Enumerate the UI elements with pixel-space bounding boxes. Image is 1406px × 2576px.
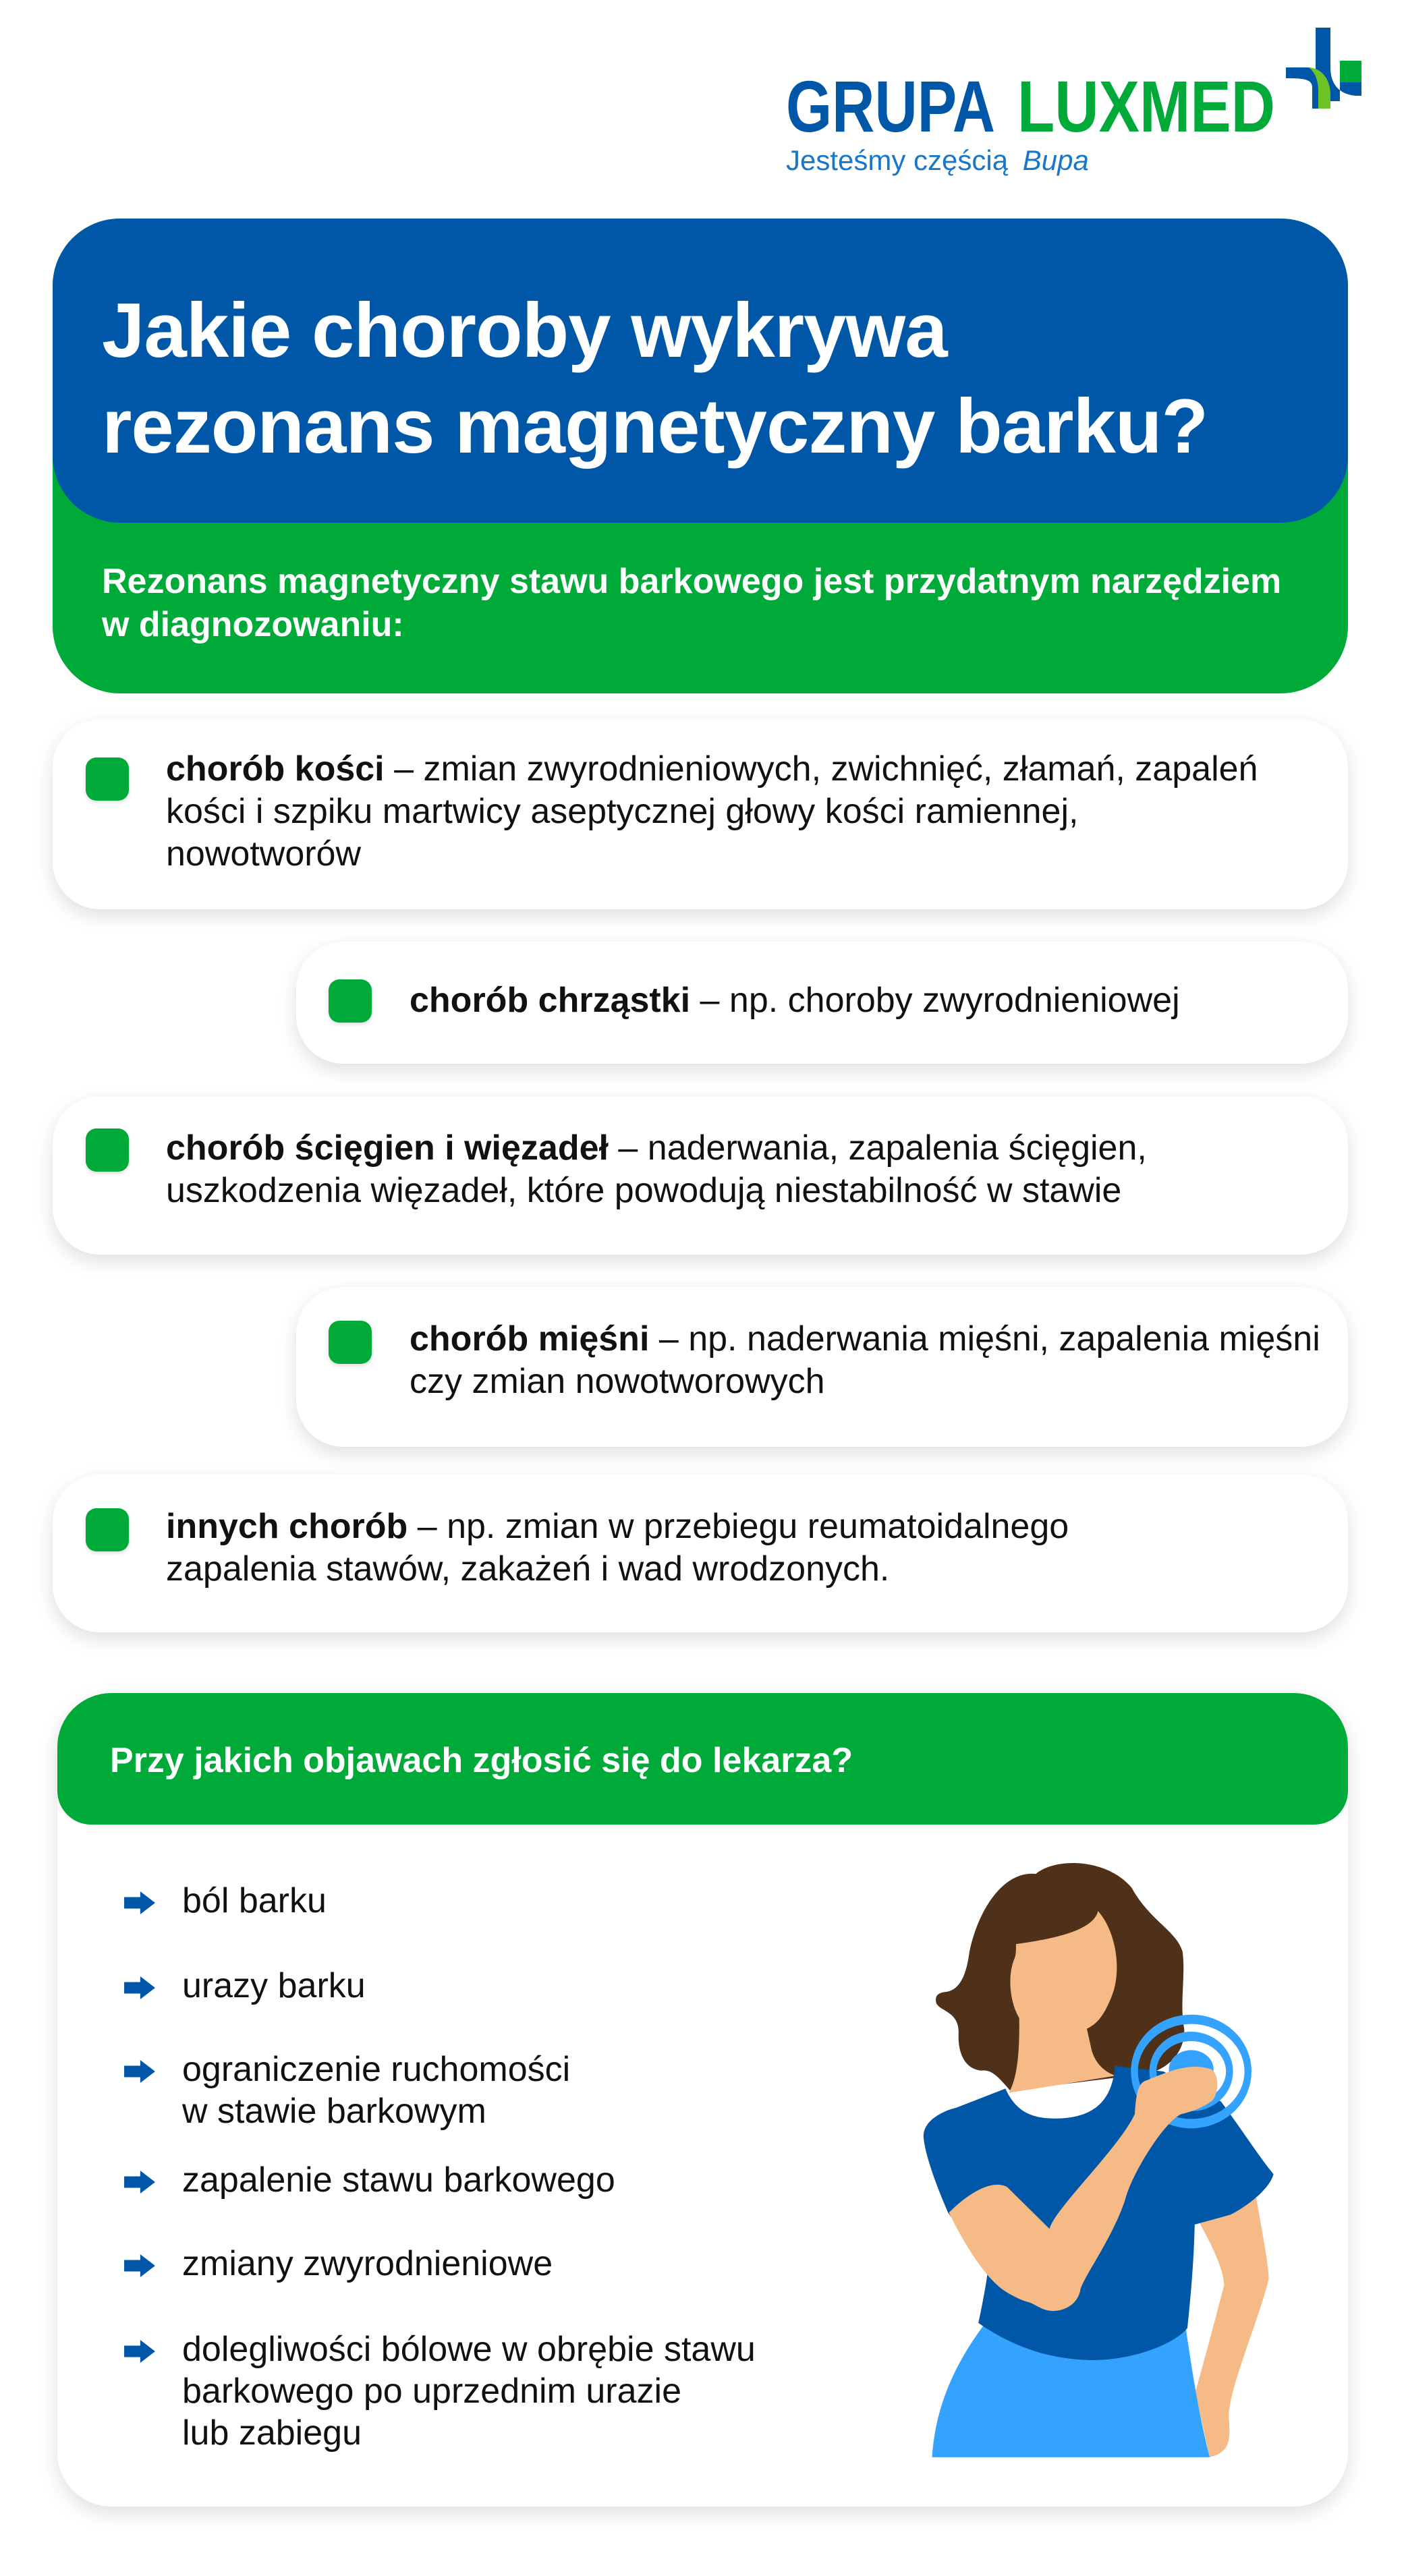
green-bullet-icon xyxy=(329,979,372,1023)
disease-text xyxy=(410,1318,1334,1403)
symptom-line: ograniczenie ruchomości xyxy=(182,2050,571,2089)
disease-text xyxy=(166,1506,1218,1591)
arrow-right-icon xyxy=(121,2340,158,2363)
arrow-right-icon xyxy=(121,2060,158,2083)
green-bullet-icon xyxy=(329,1321,372,1364)
right-arm xyxy=(1196,2196,1269,2457)
logo-word-luxmed: LUXMED xyxy=(1017,65,1275,147)
disease-card-tendons xyxy=(53,1096,1348,1255)
disease-text xyxy=(410,979,1320,1022)
woman-shoulder-pain-illustration xyxy=(921,1858,1275,2461)
arrow-right-icon xyxy=(121,1976,158,1999)
disease-desc: – np. zmian w przebiegu reumatoidalnego zapalenia stawów, zakażeń i wad wrodzonych. xyxy=(166,1507,1069,1588)
symptom-line: ból barku xyxy=(182,1881,327,1920)
page-title-line1: Jakie choroby wykrywa xyxy=(102,288,947,374)
symptom-line: zapalenie stawu barkowego xyxy=(182,2160,615,2200)
logo-word-grupa: GRUPA xyxy=(786,65,995,147)
disease-term: innych chorób xyxy=(166,1507,408,1546)
arrow-right-icon xyxy=(121,2171,158,2194)
disease-text xyxy=(166,1127,1313,1212)
logo-tagline-brand: Bupa xyxy=(1022,144,1089,176)
page-subtitle: Rezonans magnetyczny stawu barkowego jest przydatnym narzędziem w diagnozowaniu: xyxy=(102,562,1282,644)
disease-card-other xyxy=(53,1475,1348,1632)
symptom-line: dolegliwości bólowe w obrębie stawu xyxy=(182,2330,756,2369)
disease-term: chorób kości xyxy=(166,749,385,789)
svg-text:Jesteśmy częścią Bupa xyxy=(786,144,1089,176)
disease-desc: – np. choroby zwyrodnieniowej xyxy=(690,981,1180,1020)
green-bullet-icon xyxy=(86,1128,129,1172)
symptom-line: w stawie barkowym xyxy=(182,2092,486,2131)
disease-desc: – naderwania, zapalenia ścięgien, uszkodzenia więzadeł, które powodują niestabilność w stawie xyxy=(166,1128,1147,1210)
symptom-line: barkowego po uprzednim urazie xyxy=(182,2372,681,2411)
symptom-line: lub zabiegu xyxy=(182,2413,362,2453)
page-title-line2: rezonans magnetyczny barku? xyxy=(102,384,1208,469)
disease-desc: – zmian zwyrodnieniowych, zwichnięć, złamań, zapaleń kości i szpiku martwicy aseptycznej głowy kości ramiennej, nowotworów xyxy=(166,749,1258,874)
page-title xyxy=(102,283,1343,475)
grupa-luxmed-logo xyxy=(776,20,1383,182)
symptom-line: zmiany zwyrodnieniowe xyxy=(182,2244,553,2283)
disease-term: chorób ścięgien i więzadeł xyxy=(166,1128,609,1168)
disease-term: chorób mięśni xyxy=(410,1319,650,1358)
symptoms-title: Przy jakich objawach zgłosić się do lekarza? xyxy=(110,1741,853,1780)
arrow-right-icon xyxy=(121,1891,158,1914)
green-bullet-icon xyxy=(86,757,129,801)
arrow-right-icon xyxy=(121,2254,158,2277)
disease-text xyxy=(166,748,1279,876)
symptom-line: urazy barku xyxy=(182,1966,366,2005)
disease-desc: – np. naderwania mięśni, zapalenia mięśni czy zmian nowotworowych xyxy=(410,1319,1320,1401)
green-bullet-icon xyxy=(86,1508,129,1551)
disease-card-bones xyxy=(53,720,1348,909)
logo-cross-icon xyxy=(1286,28,1361,109)
disease-card-muscles xyxy=(296,1287,1348,1447)
disease-term: chorób chrząstki xyxy=(410,981,691,1020)
disease-card-cartilage xyxy=(296,942,1348,1064)
logo-tagline: Jesteśmy częścią xyxy=(786,144,1009,176)
